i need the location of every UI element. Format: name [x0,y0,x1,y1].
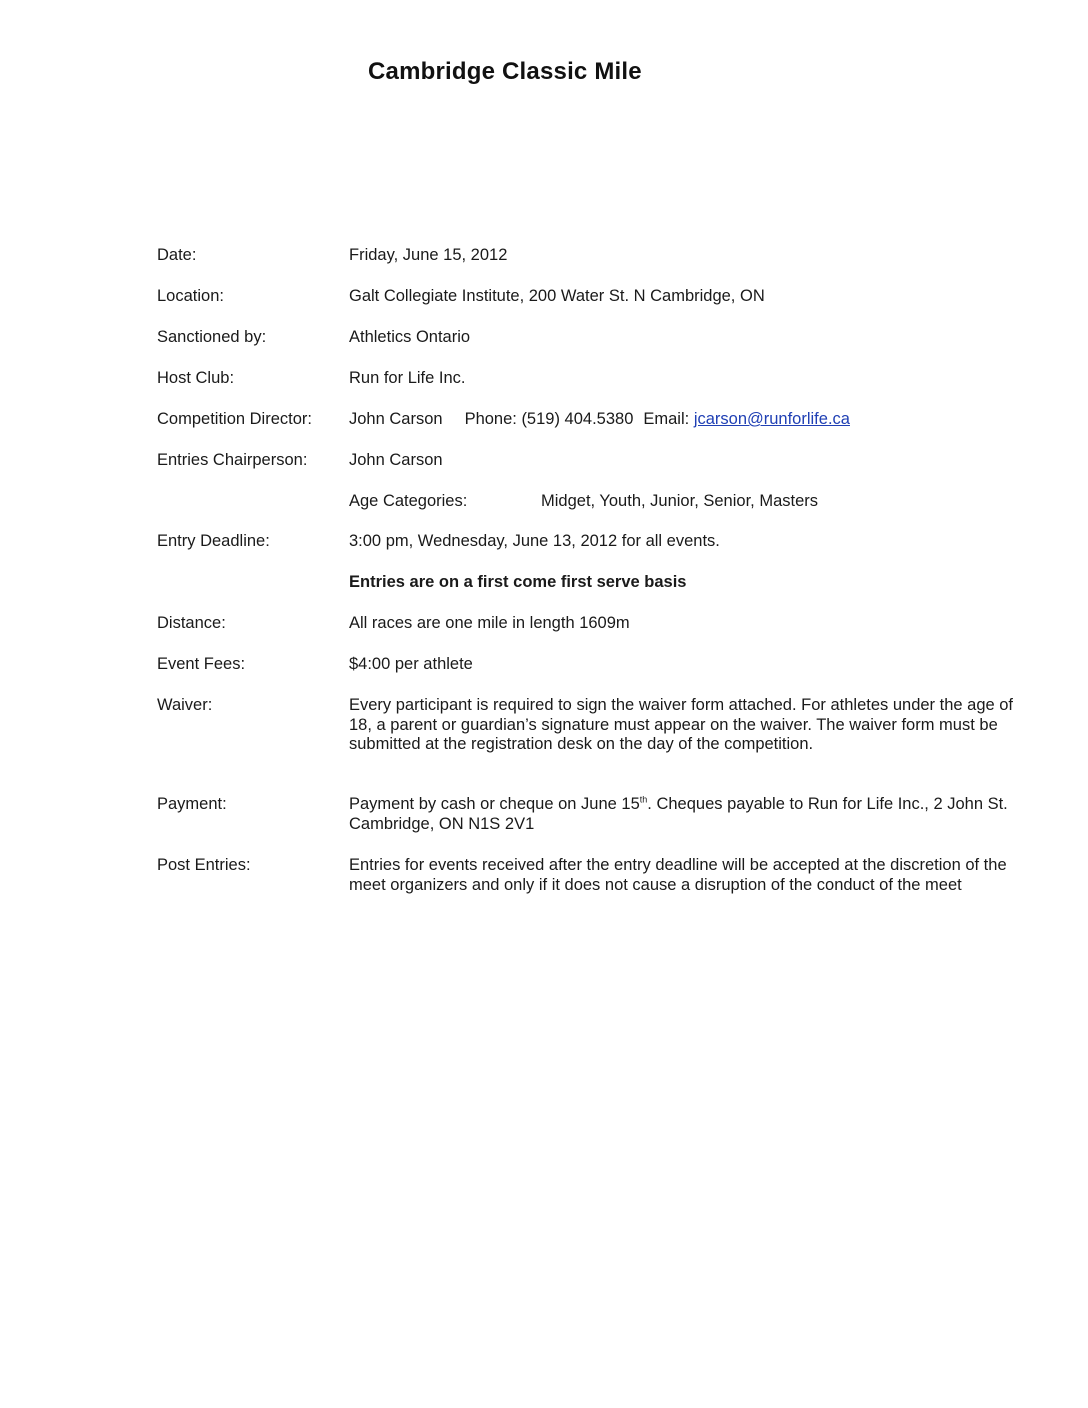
waiver-label: Waiver: [157,696,213,714]
payment-label: Payment: [157,795,227,813]
location-value: Galt Collegiate Institute, 200 Water St. N Cambridge, ON [349,287,765,305]
page-title: Cambridge Classic Mile [368,58,642,85]
payment-text-b: . Cheques payable to Run for Life Inc., 2 John St. Cambridge, ON N1S 2V1 [349,795,1008,833]
director-email-label: Email: [643,410,690,428]
sanctioned-value: Athletics Ontario [349,328,471,346]
director-phone: Phone: (519) 404.5380 [464,410,634,428]
post-entries-value: Entries for events received after the entry deadline will be accepted at the discretion of the meet organizers and only if it does not cause a disruption of the conduct of the meet [349,856,1007,894]
age-categories-label: Age Categories: [349,492,468,510]
event-fees-label: Event Fees: [157,655,246,673]
age-categories-value: Midget, Youth, Junior, Senior, Masters [541,492,818,510]
distance-value: All races are one mile in length 1609m [349,614,630,632]
competition-director-value [349,410,1019,430]
entry-deadline-value: 3:00 pm, Wednesday, June 13, 2012 for all events. [349,532,720,550]
waiver-value: Every participant is required to sign the waiver form attached. For athletes under the age of 18, a parent or guardian’s signature must appear on the waiver. The waiver form must be submitted at the registration desk on the day of the competition. [349,696,1014,753]
entries-chairperson-label: Entries Chairperson: [157,451,308,469]
age-categories-block [349,492,818,512]
entry-deadline-label: Entry Deadline: [157,532,270,550]
payment-text-a: Payment by cash or cheque on June 15 [349,795,640,813]
host-club-label: Host Club: [157,369,235,387]
sanctioned-label: Sanctioned by: [157,328,267,346]
post-entries-label: Post Entries: [157,856,251,874]
first-come-notice: Entries are on a first come first serve basis [349,573,687,591]
location-label: Location: [157,287,224,305]
director-email-link[interactable]: jcarson@runforlife.ca [693,410,850,428]
entries-chairperson-value: John Carson [349,451,443,469]
payment-value [349,795,1019,834]
competition-director-label: Competition Director: [157,410,312,428]
host-club-value: Run for Life Inc. [349,369,466,387]
distance-label: Distance: [157,614,226,632]
payment-ordinal: th [639,794,648,805]
date-label: Date: [157,246,197,264]
director-name: John Carson [349,410,443,428]
event-fees-value: $4:00 per athlete [349,655,473,673]
date-value: Friday, June 15, 2012 [349,246,508,264]
